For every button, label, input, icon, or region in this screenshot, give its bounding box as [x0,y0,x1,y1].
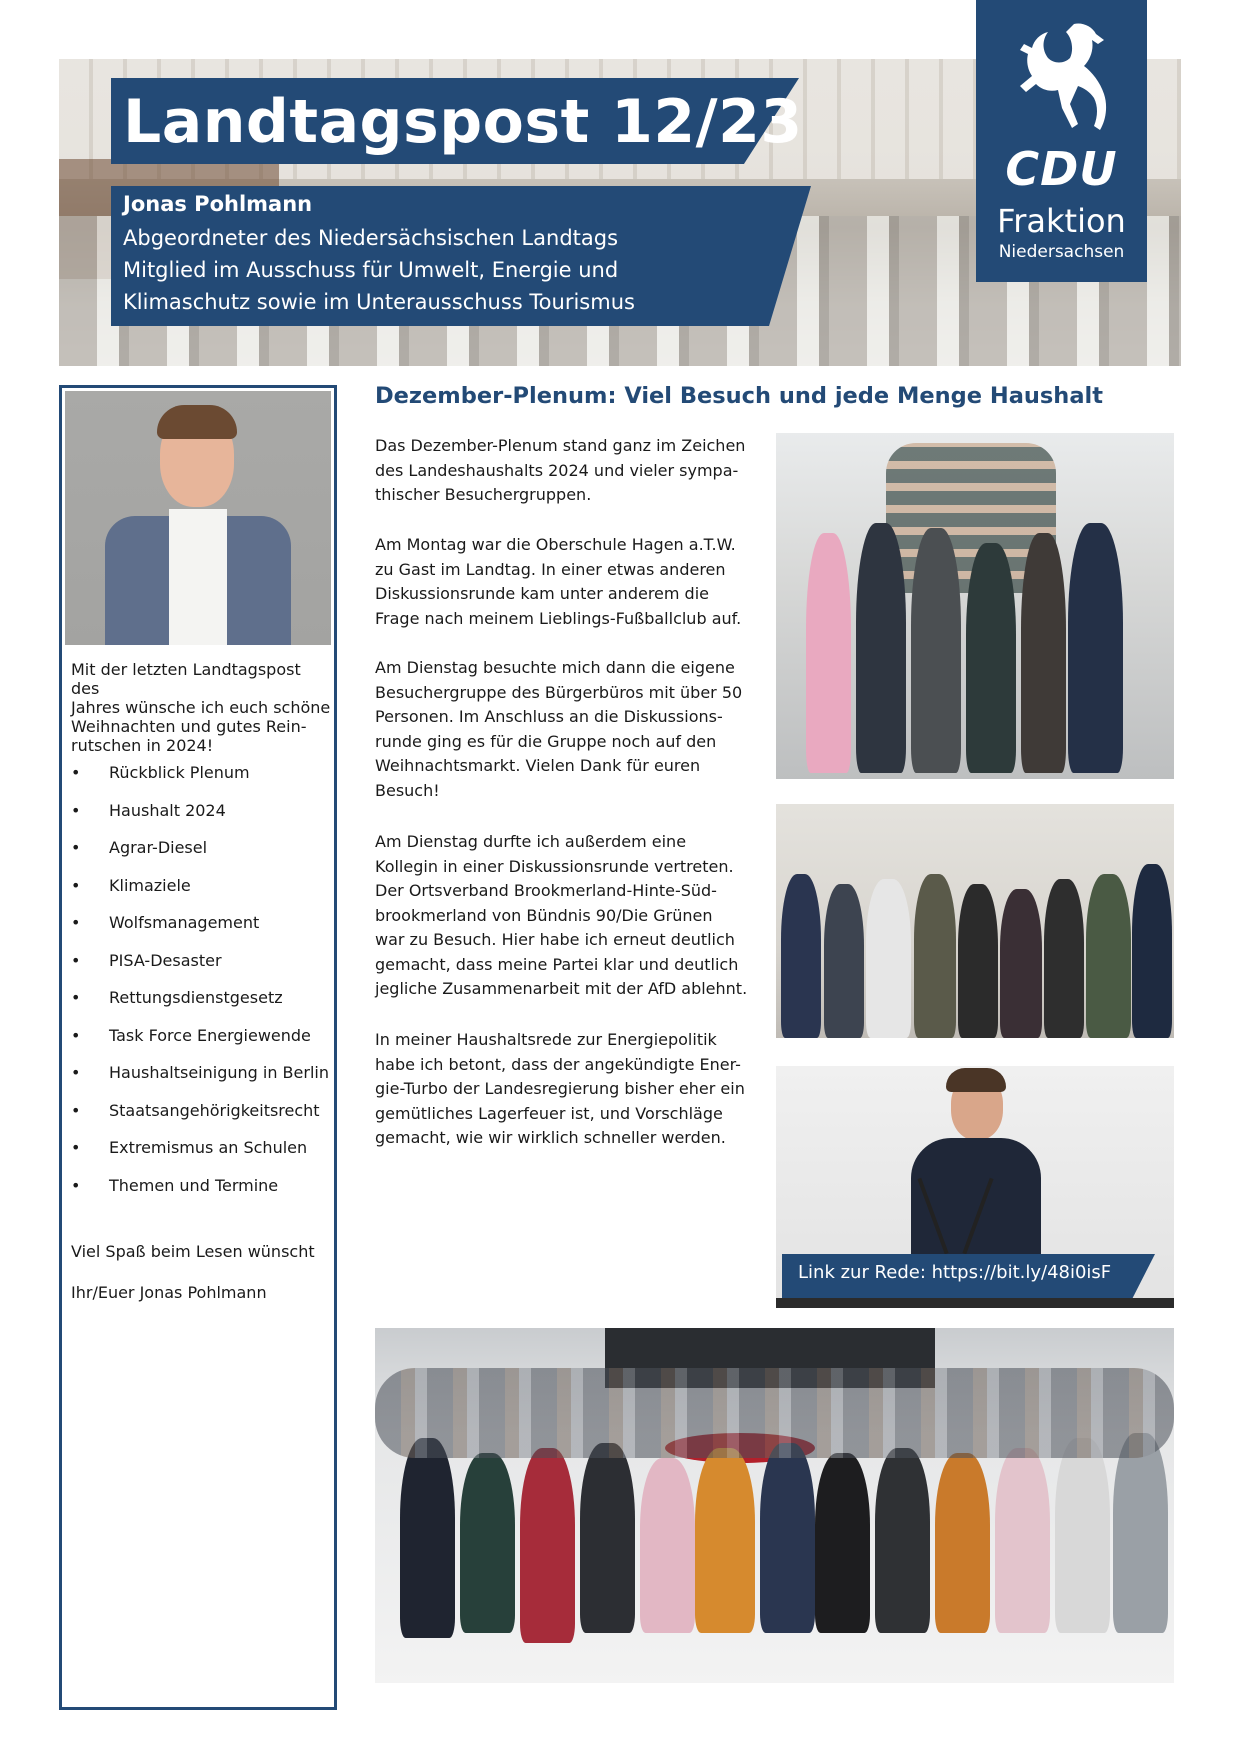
toc-item: • PISA-Desaster [71,951,333,989]
toc-item: • Extremismus an Schulen [71,1138,333,1176]
photo-visitor-group [776,804,1174,1038]
author-name: Jonas Pohlmann [123,192,313,216]
page-title: Landtagspost 12/23 [123,87,803,157]
toc-item: • Agrar-Diesel [71,838,333,876]
video-link[interactable]: Link zur Rede: https://bit.ly/48i0isF [798,1262,1112,1283]
text-line: Besuch! [375,780,440,800]
video-controls-bar[interactable] [776,1298,1174,1308]
text-line: In meiner Haushaltsrede zur Energiepolitik [375,1030,717,1049]
sidebar-intro [71,660,333,755]
text-line: Am Dienstag durfte ich außerdem eine [375,832,687,851]
text-line: war zu Besuch. Hier habe ich erneut deutlich [375,930,735,949]
photo-office-visitor-group [375,1328,1174,1683]
text-line: thischer Besuchergruppen. [375,485,592,504]
paragraph-3 [375,656,765,803]
toc-item: • Rettungsdienstgesetz [71,988,333,1026]
toc-item: • Haushaltseinigung in Berlin [71,1063,333,1101]
toc-item: • Rückblick Plenum [71,763,333,801]
toc-item: • Haushalt 2024 [71,801,333,839]
text-line: gemacht, dass meine Partei klar und deutlich [375,954,739,974]
text-line: Der Ortsverband Brookmerland-Hinte-Süd- [375,881,717,900]
portrait-hair [157,405,237,439]
photo-school-group [776,433,1174,779]
logo-fraktion-text: Fraktion [997,202,1126,240]
sidebar [59,385,337,1710]
author-role-line-2: Mitglied im Ausschuss für Umwelt, Energie und [123,258,619,282]
paragraph-5 [375,1028,765,1151]
text-line: brookmerland von Bündnis 90/Die Grünen [375,905,713,925]
text-line: Am Montag war die Oberschule Hagen a.T.W. [375,535,736,554]
text-line: Besuchergruppe des Bürgerbüros mit über 50 [375,682,743,702]
intro-line: Jahres wünsche ich euch schöne [71,698,331,717]
horse-icon [1012,20,1112,135]
intro-line: Mit der letzten Landtagspost des [71,660,301,698]
portrait-shirt [169,509,227,645]
closing-greeting: Viel Spaß beim Lesen wünscht [71,1242,315,1261]
text-line: runde ging es für die Gruppe noch auf den [375,731,717,751]
text-line: habe ich betont, dass der angekündigte Ener- [375,1054,741,1074]
author-role-line-1: Abgeordneter des Niedersächsischen Landtags [123,226,619,250]
paragraph-2 [375,533,765,631]
table-of-contents [71,763,333,1213]
text-line: Das Dezember-Plenum stand ganz im Zeichen [375,436,746,455]
cdu-fraktion-logo [976,0,1147,282]
paragraph-4 [375,830,765,1002]
text-line: Kollegin in einer Diskussionsrunde vertreten. [375,856,734,876]
author-portrait-photo [65,391,331,645]
text-line: Weihnachtsmarkt. Vielen Dank für euren [375,756,701,775]
text-line: gemütliches Lagerfeuer ist, und Vorschläge [375,1103,723,1123]
text-line: gie-Turbo der Landesregierung bisher eher ein [375,1079,745,1098]
toc-item: • Themen und Termine [71,1176,333,1214]
text-line: Diskussionsrunde kam unter anderem die [375,584,709,603]
text-line: jegliche Zusammenarbeit mit der AfD ablehnt. [375,979,748,998]
text-line: Am Dienstag besuchte mich dann die eigene [375,658,735,677]
text-line: gemacht, wie wir wirklich schneller werden. [375,1128,726,1147]
toc-item: • Klimaziele [71,876,333,914]
logo-region-text: Niedersachsen [998,242,1125,262]
intro-line: Weihnachten und gutes Rein- [71,717,307,736]
intro-line: rutschen in 2024! [71,736,214,755]
toc-item: • Task Force Energiewende [71,1026,333,1064]
text-line: Personen. Im Anschluss an die Diskussions- [375,707,723,726]
text-line: des Landeshaushalts 2024 und vieler sympa- [375,460,739,480]
logo-cdu-text: CDU [1005,142,1118,196]
closing-signature: Ihr/Euer Jonas Pohlmann [71,1283,267,1302]
author-role-line-3: Klimaschutz sowie im Unterausschuss Tourismus [123,290,635,314]
article-headline: Dezember-Plenum: Viel Besuch und jede Menge Haushalt [375,383,1103,409]
paragraph-1 [375,434,765,508]
text-line: Frage nach meinem Lieblings-Fußballclub auf. [375,608,742,628]
text-line: zu Gast im Landtag. In einer etwas anderen [375,559,726,579]
toc-item: • Staatsangehörigkeitsrecht [71,1101,333,1139]
toc-item: • Wolfsmanagement [71,913,333,951]
